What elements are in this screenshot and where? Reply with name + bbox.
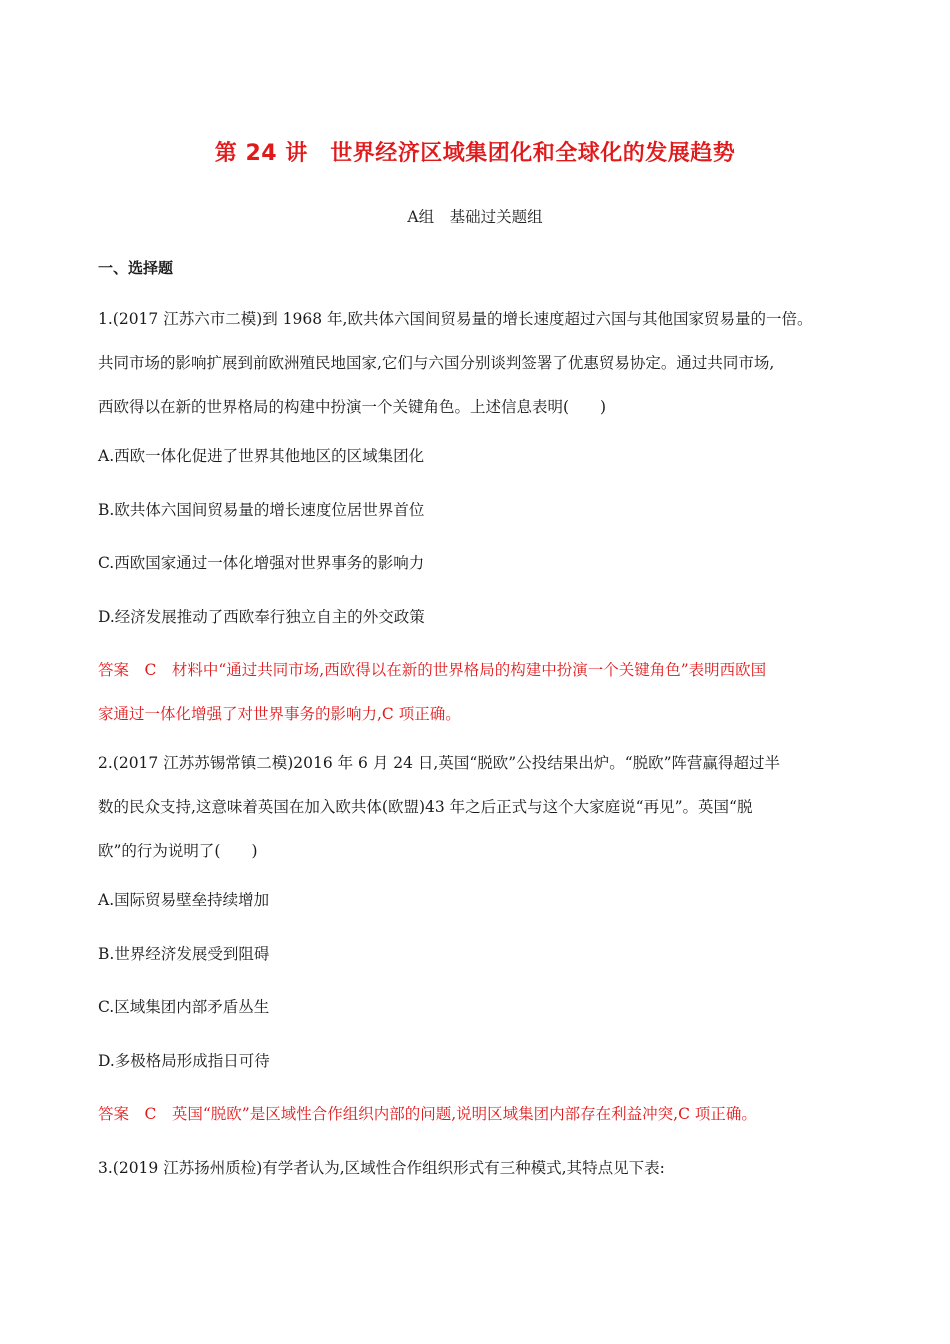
answer-line: 答案 C 英国“脱欧”是区域性合作组织内部的问题,说明区域集团内部存在利益冲突,C 项正确。	[98, 1105, 757, 1123]
option-text: C.区域集团内部矛盾丛生	[98, 998, 270, 1016]
question-2-line: 2.(2017 江苏苏锡常镇二模)2016 年 6 月 24 日,英国“脱欧”公投结果出炉。“脱欧”阵营赢得超过半	[98, 754, 781, 772]
question-3	[98, 1146, 858, 1190]
answer-line: 家通过一体化增强了对世界事务的影响力,C 项正确。	[98, 705, 461, 723]
question-1-option-d	[98, 595, 858, 639]
question-1-line: 西欧得以在新的世界格局的构建中扮演一个关键角色。上述信息表明( )	[98, 398, 607, 416]
option-text: D.多极格局形成指日可待	[98, 1052, 270, 1070]
option-text: B.世界经济发展受到阻碍	[98, 945, 270, 963]
question-2-line: 数的民众支持,这意味着英国在加入欧共体(欧盟)43 年之后正式与这个大家庭说“再见”。英国“脱	[98, 798, 753, 816]
option-text: A.国际贸易壁垒持续增加	[98, 891, 270, 909]
question-3-line: 3.(2019 江苏扬州质检)有学者认为,区域性合作组织形式有三种模式,其特点见下表:	[98, 1159, 665, 1177]
question-2-option-a	[98, 878, 858, 922]
option-text: C.西欧国家通过一体化增强对世界事务的影响力	[98, 554, 425, 572]
question-2-line: 欧”的行为说明了( )	[98, 842, 258, 860]
question-1-option-a	[98, 434, 858, 478]
group-subtitle: A组 基础过关题组	[407, 208, 543, 226]
question-2-option-d	[98, 1039, 858, 1083]
option-text: B.欧共体六国间贸易量的增长速度位居世界首位	[98, 501, 425, 519]
question-2-answer	[98, 1092, 858, 1136]
question-1-option-c	[98, 541, 858, 585]
section-heading: 一、选择题	[98, 259, 174, 277]
question-1-option-b	[98, 488, 858, 532]
answer-line: 答案 C 材料中“通过共同市场,西欧得以在新的世界格局的构建中扮演一个关键角色”表明西欧国	[98, 661, 767, 679]
question-2	[98, 741, 858, 873]
question-2-option-b	[98, 932, 858, 976]
question-1-line: 共同市场的影响扩展到前欧洲殖民地国家,它们与六国分别谈判签署了优惠贸易协定。通过共同市场,	[98, 354, 775, 372]
option-text: A.西欧一体化促进了世界其他地区的区域集团化	[98, 447, 425, 465]
page-title: 第 24 讲 世界经济区域集团化和全球化的发展趋势	[214, 141, 736, 166]
question-1-line: 1.(2017 江苏六市二模)到 1968 年,欧共体六国间贸易量的增长速度超过六国与其他国家贸易量的一倍。	[98, 310, 813, 328]
question-1-answer	[98, 648, 858, 736]
question-2-option-c	[98, 985, 858, 1029]
question-1	[98, 297, 858, 429]
option-text: D.经济发展推动了西欧奉行独立自主的外交政策	[98, 608, 425, 626]
